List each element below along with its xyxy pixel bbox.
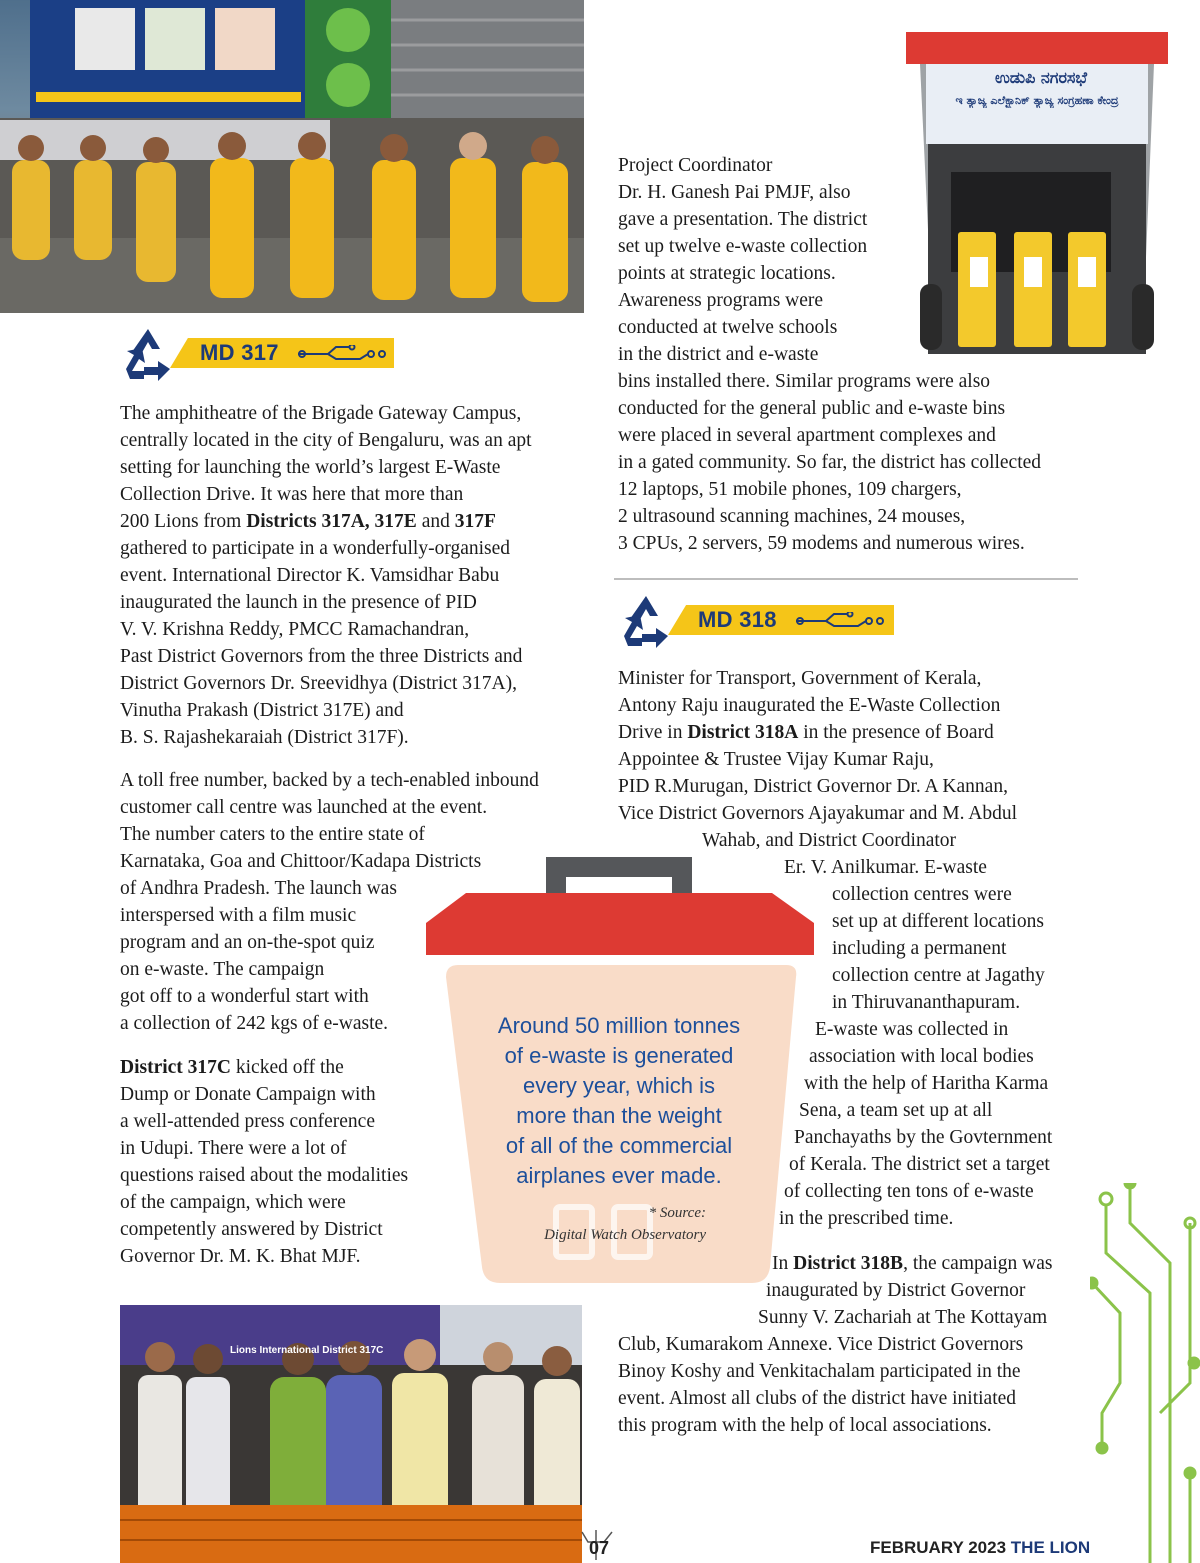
press-conference-illustration	[120, 1305, 582, 1563]
section-heading-md318	[616, 592, 906, 652]
md317-paragraph-3: District 317C kicked off the Dump or Donate Campaign with a well-attended press conference in Udupi. There were a lot of questions raised about the modalities of the campaign, which were competently answered by District Governor Dr. M. K. Bhat MJF.	[120, 1057, 409, 1267]
photo-press-conference	[120, 1305, 582, 1563]
page-number: 07	[589, 1538, 610, 1558]
launch-event-illustration	[0, 0, 584, 313]
circuit-decoration	[1090, 1183, 1200, 1563]
md318-paragraph-2: In District 318B, the campaign was inaugurated by District Governor Sunny V. Zachariah at The Kottayam Club, Kumarakom Annexe. Vice District Governors Binoy Koshy and Venkitachalam participated in the event. Almost all clubs of the district have initiated this program with the help of local associations.	[618, 1253, 1053, 1436]
md317-paragraph-1: The amphitheatre of the Brigade Gateway Campus, centrally located in the city of Bengaluru, was an apt setting for launching the world’s largest E-Waste Collection Drive. It was here that more than 200 Lions from Districts 317A, 317E and 317F gathered to participate in a wonderfully-organised event. International Director K. Vamsidhar Babu inaugurated the launch in the presence of PID V. V. Krishna Reddy, PMCC Ramachandran, Past District Governors from the three Districts and District Governors Dr. Sreevidhya (District 317A), Vinutha Prakash (District 317E) and B. S. Rajashekaraiah (District 317F).	[120, 403, 532, 748]
heading-label: MD 318	[698, 607, 777, 632]
md317-paragraph-2: A toll free number, backed by a tech-enabled inbound customer call centre was launched at the event. The number caters to the entire state of Karnataka, Goa and Chittoor/Kadapa Districts of Andhra Pradesh. The launch was interspersed with a film music program and an on-the-spot quiz on e-waste. The campaign got off to a wonderful start with a collection of 242 kgs of e-waste.	[120, 770, 539, 1034]
circuit-icon	[796, 612, 886, 630]
magazine-name: THE LION	[1010, 1538, 1091, 1557]
recycle-icon	[118, 325, 178, 385]
photo-launch-event	[0, 0, 584, 313]
section-divider	[614, 578, 1078, 580]
callout-statement: Around 50 million tonnes of e-waste is generated every year, which is more than the weight of all of the commercial airplanes ever made.	[497, 1013, 741, 1188]
sign-kannada-line2: ಇ ತ್ಯಾಜ್ಯ ಎಲೆಕ್ಟ್ರಾನಿಕ್ ತ್ಯಾಜ್ಯ ಸಂಗ್ರಹಣಾ ಕೇಂದ್ರ	[955, 94, 1119, 107]
issue-footer: FEBRUARY 2023 THE LION	[870, 1538, 1091, 1557]
continued-text: Project Coordinator Dr. H. Ganesh Pai PMJF, also gave a presentation. The district set up twelve e-waste collection points at strategic locations. Awareness programs were conducted at twelve schools in the district and e-waste bins installed there. Similar programs were also conducted for the general public and e-waste bins were placed in several apartment complexes and in a gated community. So far, the district has collected 12 laptops, 51 mobile phones, 109 chargers, 2 ultrasound scanning machines, 24 mouses, 3 CPUs, 2 servers, 59 modems and numerous wires.	[618, 155, 1042, 554]
heading-label: MD 317	[200, 340, 279, 365]
md318-paragraph-1: Minister for Transport, Government of Kerala, Antony Raju inaugurated the E-Waste Collection Drive in District 318A in the presence of Board Appointee & Trustee Vijay Kumar Raju, PID R.Murugan, District Governor Dr. A Kannan, Vice District Governors Ajayakumar and M. Abdul Wahab, and District Coordinator Er. V. Anilkumar. E-waste collection centres were set up at different locations including a permanent collection centre at Jagathy in Thiruvananthapuram. E-waste was collected in association with local bodies with the help of Haritha Karma Sena, a team set up at all Panchayaths by the Govternment of Kerala. The district set a target of collecting ten tons of e-waste in the prescribed time.	[618, 668, 1053, 1229]
sign-kannada-line1: ಉಡುಪಿ ನಗರಸಭೆ	[994, 68, 1087, 87]
callout-source: * Source: Digital Watch Observatory	[544, 1205, 706, 1243]
banner-text: Lions International District 317C	[230, 1345, 384, 1356]
recycle-icon	[616, 592, 676, 652]
section-heading-md317	[118, 325, 408, 385]
circuit-icon	[298, 345, 388, 363]
callout-bin	[426, 857, 814, 1283]
